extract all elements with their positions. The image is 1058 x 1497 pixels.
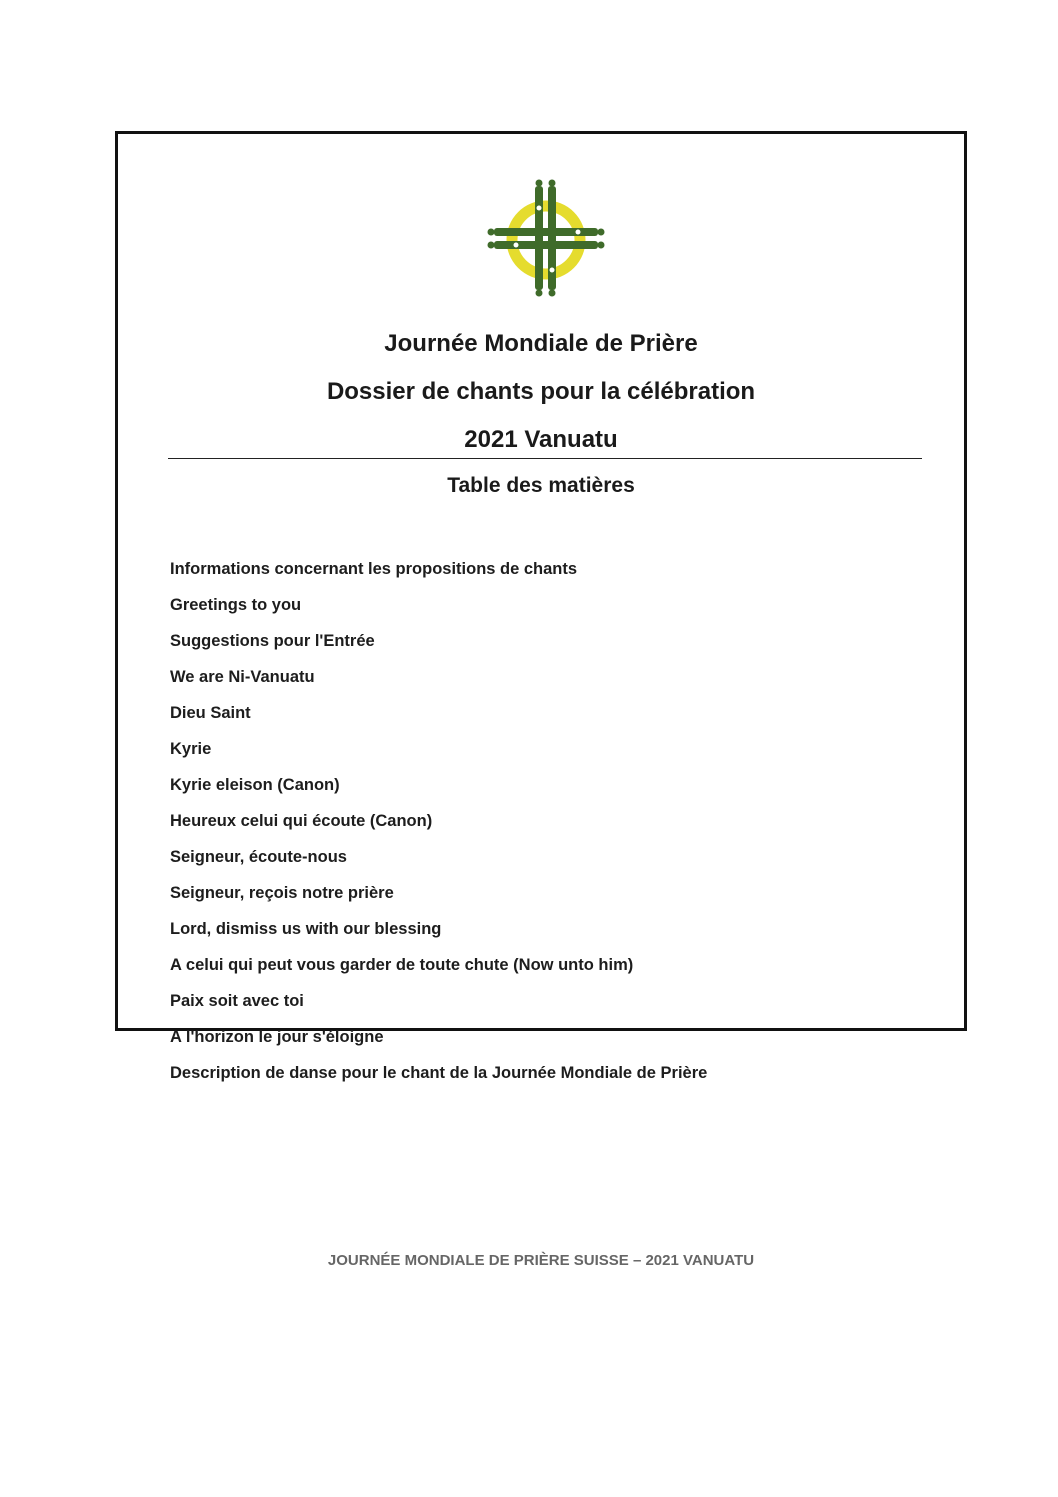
document-page-frame bbox=[115, 131, 967, 1082]
toc-item[interactable]: A l'horizon le jour s'éloigne bbox=[170, 1028, 384, 1046]
toc-item[interactable]: Seigneur, écoute-nous bbox=[170, 848, 347, 866]
title-divider bbox=[168, 458, 922, 459]
toc-item[interactable]: Seigneur, reçois notre prière bbox=[170, 884, 394, 902]
toc-item[interactable]: A celui qui peut vous garder de toute chute (Now unto him) bbox=[170, 956, 634, 974]
toc-item[interactable]: Suggestions pour l'Entrée bbox=[170, 632, 375, 650]
toc-item[interactable]: Kyrie bbox=[170, 740, 212, 758]
toc-item[interactable]: Paix soit avec toi bbox=[170, 992, 304, 1010]
toc-item[interactable]: Lord, dismiss us with our blessing bbox=[170, 920, 442, 938]
world-day-of-prayer-cross-logo-icon bbox=[486, 178, 606, 298]
toc-item[interactable]: Description de danse pour le chant de la Journée Mondiale de Prière bbox=[170, 1064, 708, 1082]
toc-list bbox=[170, 559, 707, 1099]
toc-item[interactable]: Informations concernant les propositions de chants bbox=[170, 560, 578, 578]
toc-item[interactable]: Kyrie eleison (Canon) bbox=[170, 776, 340, 794]
toc-item[interactable]: Heureux celui qui écoute (Canon) bbox=[170, 812, 433, 830]
toc-heading: Table des matières bbox=[447, 474, 635, 497]
toc-item[interactable]: Dieu Saint bbox=[170, 704, 251, 722]
document-year-country: 2021 Vanuatu bbox=[464, 426, 618, 453]
document-footer-text: JOURNÉE MONDIALE DE PRIÈRE SUISSE – 2021 VANUATU bbox=[327, 1252, 755, 1269]
document-subtitle: Dossier de chants pour la célébration bbox=[326, 378, 756, 405]
toc-item[interactable]: Greetings to you bbox=[170, 596, 302, 614]
toc-item[interactable]: We are Ni-Vanuatu bbox=[170, 668, 315, 686]
document-title: Journée Mondiale de Prière bbox=[384, 330, 698, 357]
